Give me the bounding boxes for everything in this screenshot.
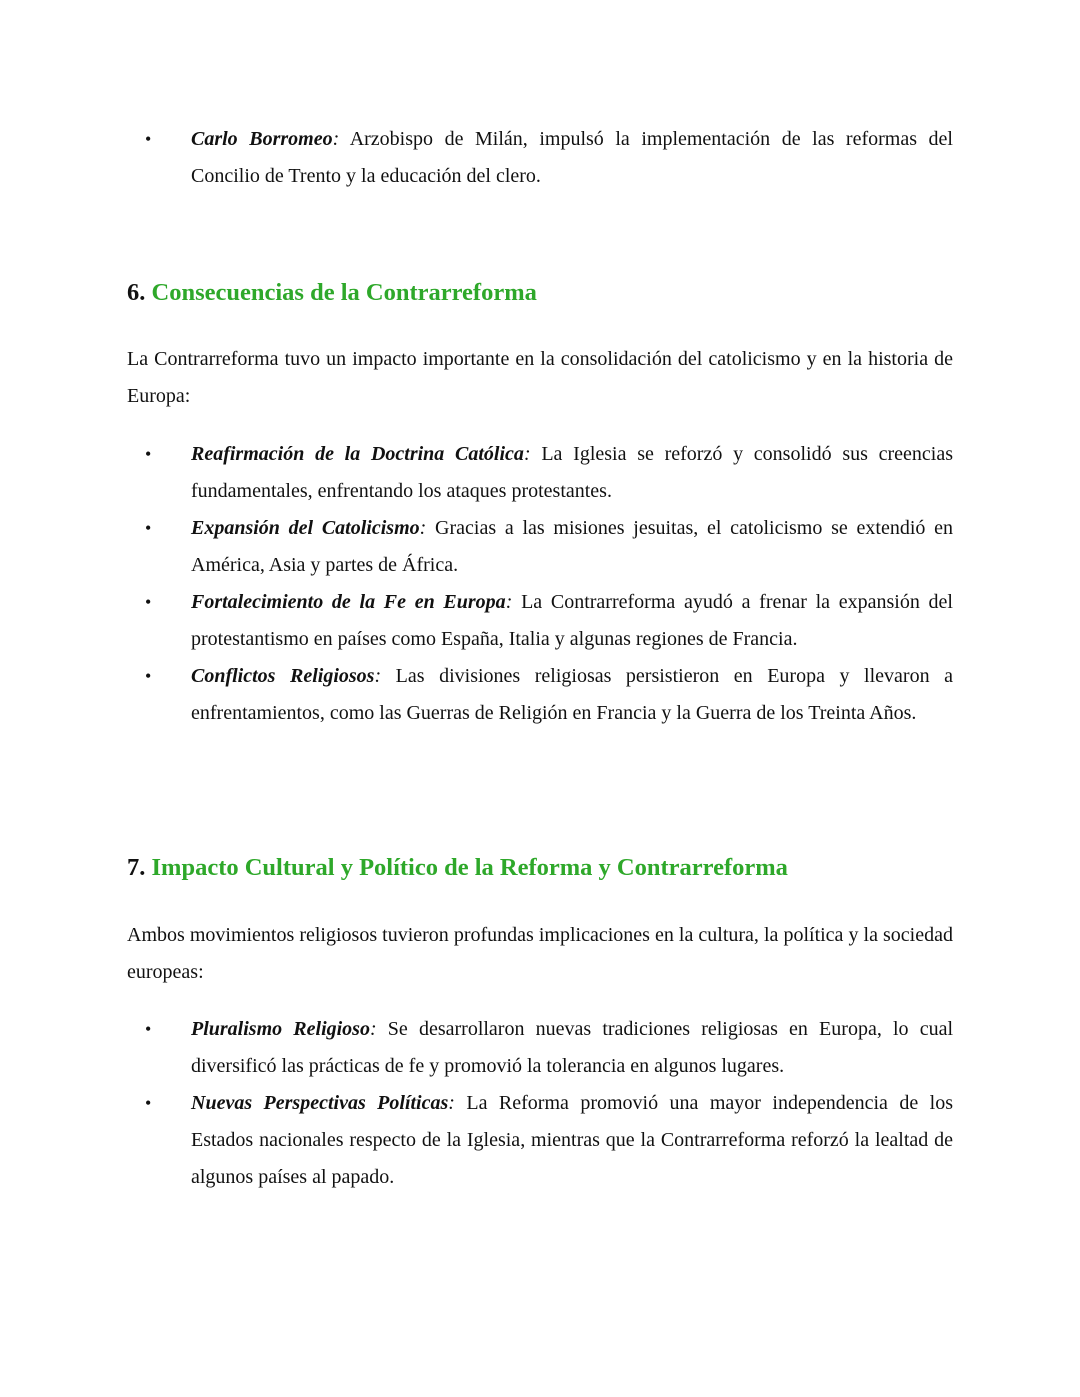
bullet-icon: • bbox=[145, 1019, 152, 1039]
list-item: • Fortalecimiento de la Fe en Europa: La Contrarreforma ayudó a frenar la expansión del protestantismo en países como España, Italia y algunas regiones de Francia. bbox=[127, 584, 953, 658]
list-item-term: Pluralismo Religioso bbox=[191, 1018, 370, 1040]
bullet-icon: • bbox=[145, 592, 152, 612]
list-item-text: Gracias a las misiones jesuitas, el catolicismo se extendió en América, Asia y partes de África. bbox=[191, 517, 953, 576]
bullet-icon: • bbox=[145, 666, 152, 686]
list-item-term: Conflictos Religiosos bbox=[191, 665, 375, 687]
section-heading-7 bbox=[127, 853, 788, 883]
list-item-text: Arzobispo de Milán, impulsó la implementación de las reformas del Concilio de Trento y la educación del clero. bbox=[191, 128, 953, 187]
carryover-list bbox=[127, 121, 953, 195]
section-title: Consecuencias de la Contrarreforma bbox=[151, 279, 537, 306]
list-item: • Pluralismo Religioso: Se desarrollaron nuevas tradiciones religiosas en Europa, lo cual diversificó las prácticas de fe y promovió la tolerancia en algunos lugares. bbox=[127, 1011, 953, 1085]
list-item-term: Carlo Borromeo bbox=[191, 128, 333, 150]
section-title: Impacto Cultural y Político de la Reforma y Contrarreforma bbox=[151, 854, 788, 881]
section-7-list bbox=[127, 1011, 953, 1196]
section-number: 7. bbox=[127, 854, 146, 881]
bullet-icon: • bbox=[145, 1093, 152, 1113]
list-item-text: Se desarrollaron nuevas tradiciones religiosas en Europa, lo cual diversificó las prácticas de fe y promovió la tolerancia en algunos lugares. bbox=[191, 1018, 953, 1077]
list-item-term: Reafirmación de la Doctrina Católica bbox=[191, 443, 524, 465]
bullet-icon: • bbox=[145, 129, 152, 149]
list-item-text: Las divisiones religiosas persistieron en Europa y llevaron a enfrentamientos, como las Guerras de Religión en Francia y la Guerra de los Treinta Años. bbox=[191, 665, 953, 724]
section-number: 6. bbox=[127, 279, 146, 306]
section-6-list bbox=[127, 436, 953, 732]
list-item: • Conflictos Religiosos: Las divisiones religiosas persistieron en Europa y llevaron a enfrentamientos, como las Guerras de Religión en Francia y la Guerra de los Treinta Años. bbox=[127, 658, 953, 732]
section-heading-6 bbox=[127, 278, 537, 308]
section-intro: La Contrarreforma tuvo un impacto importante en la consolidación del catolicismo y en la historia de Europa: bbox=[127, 348, 953, 407]
list-item: • Expansión del Catolicismo: Gracias a las misiones jesuitas, el catolicismo se extendió en América, Asia y partes de África. bbox=[127, 510, 953, 584]
list-item: • Nuevas Perspectivas Políticas: La Reforma promovió una mayor independencia de los Estados nacionales respecto de la Iglesia, mientras que la Contrarreforma reforzó la lealtad de algunos países al papado. bbox=[127, 1085, 953, 1196]
list-item-term: Nuevas Perspectivas Políticas bbox=[191, 1092, 449, 1114]
list-item-text: La Contrarreforma ayudó a frenar la expansión del protestantismo en países como España, Italia y algunas regiones de Francia. bbox=[191, 591, 953, 650]
list-item: • Carlo Borromeo: Arzobispo de Milán, impulsó la implementación de las reformas del Concilio de Trento y la educación del clero. bbox=[127, 121, 953, 195]
list-item: • Reafirmación de la Doctrina Católica: La Iglesia se reforzó y consolidó sus creencias fundamentales, enfrentando los ataques protestantes. bbox=[127, 436, 953, 510]
list-item-text: La Iglesia se reforzó y consolidó sus creencias fundamentales, enfrentando los ataques protestantes. bbox=[191, 443, 953, 502]
bullet-icon: • bbox=[145, 518, 152, 538]
section-intro: Ambos movimientos religiosos tuvieron profundas implicaciones en la cultura, la política y la sociedad europeas: bbox=[127, 924, 953, 983]
list-item-text: La Reforma promovió una mayor independencia de los Estados nacionales respecto de la Iglesia, mientras que la Contrarreforma reforzó la lealtad de algunos países al papado. bbox=[191, 1092, 953, 1188]
list-item-term: Fortalecimiento de la Fe en Europa bbox=[191, 591, 506, 613]
bullet-icon: • bbox=[145, 444, 152, 464]
list-item-term: Expansión del Catolicismo bbox=[191, 517, 420, 539]
